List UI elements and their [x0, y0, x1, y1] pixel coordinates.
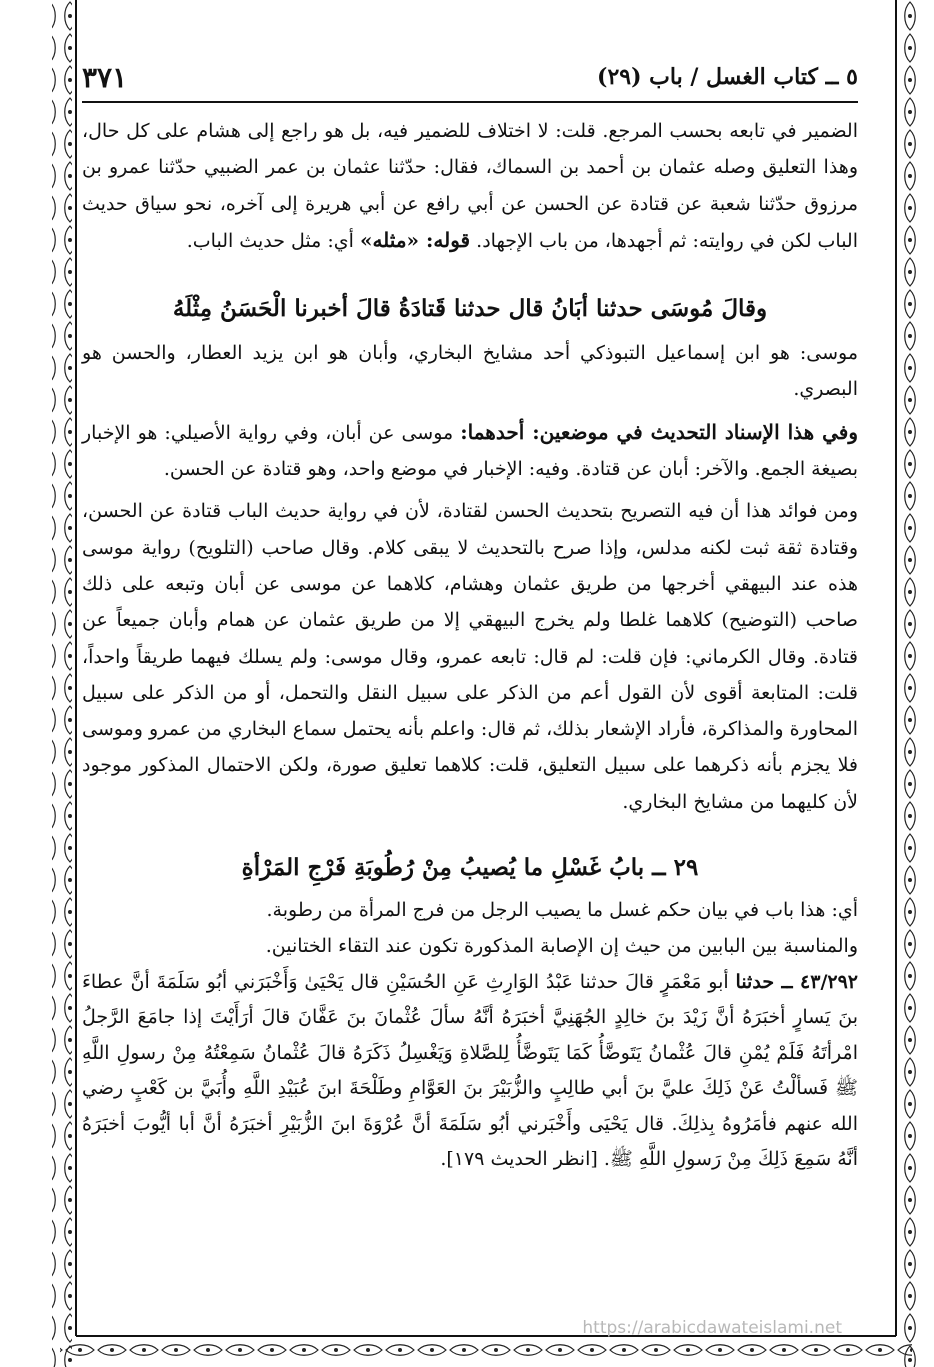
paragraph-text: الضمير في تابعه بحسب المرجع. قلت: لا اختلاف للضمير فيه، بل هو راجع إلى هشام على كل حال، وهذا التعليق وصله عثمان بن أحمد بن السماك، فقال: حدّثنا عثمان بن عمر الضبيي حدّثنا عمرو بن مرزوق حدّثنا شعبة عن قتادة عن الحسن عن أبي رافع عن أبي هريرة إلى آخره، نحو سياق حديث الباب لكن في روايته: ثم أجهدها، من باب الإجهاد. [82, 120, 858, 252]
paragraph-commentary-1 [82, 113, 858, 259]
isnad-lead: وفي هذا الإسناد التحديث في موضعين: أحدهما: [460, 419, 859, 444]
paragraph-tail: أي: مثل حديث الباب. [186, 229, 354, 252]
chapter-heading-29: ٢٩ ــ بابُ غَسْلِ ما يُصيبُ مِنْ رُطُوبَةِ فَرْجِ المَرْأةِ [241, 854, 699, 882]
paragraph-narrators: موسى: هو ابن إسماعيل التبوذكي أحد مشايخ البخاري، وأبان هو ابن يزيد العطار، والحسن هو البصري. [82, 342, 858, 401]
qawluhu-lead: قوله: «مثله» [359, 227, 471, 252]
isnad-body: موسى عن أبان، وفي رواية الأصيلي: هو الإخبار بصيغة الجمع. والآخر: أبان عن قتادة. وفيه: الإخبار في موضع واحد، وهو قتادة عن الحسن. [82, 421, 858, 481]
hadith-text [82, 965, 858, 1178]
hadith-heading-mawsul: وقالَ مُوسَى حدثنا أبَانُ قال حدثنا قَتادَةُ قالَ أخبرنا الْحَسَنُ مِثْلَهُ [172, 295, 768, 323]
header-rule [82, 101, 858, 103]
page-number: ٣٧١ [82, 60, 128, 94]
paragraph-isnad [82, 414, 858, 488]
paragraph-chapter-explanation: أي: هذا باب في بيان حكم غسل ما يصيب الرجل من فرج المرأة من رطوبة. [266, 899, 858, 922]
header-title: ٥ ــ كتاب الغسل / باب (٢٩) [597, 64, 858, 90]
hadith-number: ٤٣/٢٩٢ ــ حدثنا [735, 970, 858, 993]
running-header [82, 55, 858, 99]
page-content [82, 55, 858, 1178]
paragraph-benefits: ومن فوائد هذا أن فيه التصريح بتحديث الحسن لقتادة، لأن في رواية حديث الباب قتادة عن الحسن، وقتادة ثقة ثبت لكنه مدلس، وإذا صرح بالتحديث لا يبقى كلام. وقال صاحب (التلويح) رواية موسى هذه عند البيهقي أخرجها من طريق عثمان وهشام، كلاهما عن موسى عن أبان وتبعه على ذلك صاحب (التوضيح) كلاهما غلطا ولم يخرج البيهقي إلا من طريق عثمان عن همام وأبان جميعاً عن قتادة. وقال الكرماني: فإن قلت: لم قال: تابعه عمرو، وقال موسى: ولم يسلك فيهما طريقاً واحداً، قلت: المتابعة أقوى لأن القول أعم من الذكر على سبيل النقل والتحمل، أو من الذكر على سبيل المحاورة والمذاكرة، فأراد الإشعار بذلك، ثم قال: واعلم بأنه يحتمل سماع البخاري من عمرو وموسى فلا يجزم بأنه ذكرهما على سبيل التعليق، قلت: كلاهما تعليق صورة، ولكن الاحتمال المذكور موجود لأن كليهما من مشايخ البخاري. [82, 500, 858, 813]
watermark-url: https://arabicdawateislami.net [582, 1318, 842, 1338]
paragraph-chapter-relevance: والمناسبة بين البابين من حيث إن الإصابة المذكورة تكون عند التقاء الختانين. [265, 935, 858, 958]
hadith-body: أبو مَعْمَرٍ قالَ حدثنا عَبْدُ الوَارِثِ عَنِ الحُسَيْنِ قال يَحْيَىٰ وَأَخْبَرَني أبُو سَلَمَةَ أنَّ عطاءَ بنَ يَسارٍ أخبَرَهُ أنَّ زَيْدَ بنَ خالِدٍ الجُهَنِيَّ أخبَرَهُ أنَّهُ سألَ عُثْمانَ بنَ عَفَّانَ قالَ أرَأَيْتَ إذا جامَعَ الرَّجلُ امْرأتَهُ فَلَمْ يُمْنِ قالَ عُثْمانُ يَتَوضَّأُ كَمَا يَتَوضَّأُ لِلصَّلاةِ وَيَغْسِلُ ذَكَرَهُ قالَ عُثْمانُ سَمِعْتُهُ مِنْ رسولِ اللَّهِ ﷺ فَسألْتُ عَنْ ذَلِكَ عليَّ بنَ أبي طالِبٍ والزُّبَيْرَ بنَ العَوَّامِ وطَلْحَةَ ابنَ عُبَيْدِ اللَّهِ وأُبَيَّ بن كَعْبٍ رضي الله عنهم فأمَرُوهُ بِذلِكَ. قال يَحْيَى وأَخْبَرني أبُو سَلَمَةَ أنَّ عُرْوَةَ ابنَ الزُّبَيْرِ أخبَرَهُ أنَّ أبا أيُّوبَ أخبَرَهُ أنَّهُ سَمِعَ ذَلِكَ مِنْ رَسولِ اللَّهِ ﷺ. [انظر الحديث ١٧٩]. [82, 970, 858, 1171]
